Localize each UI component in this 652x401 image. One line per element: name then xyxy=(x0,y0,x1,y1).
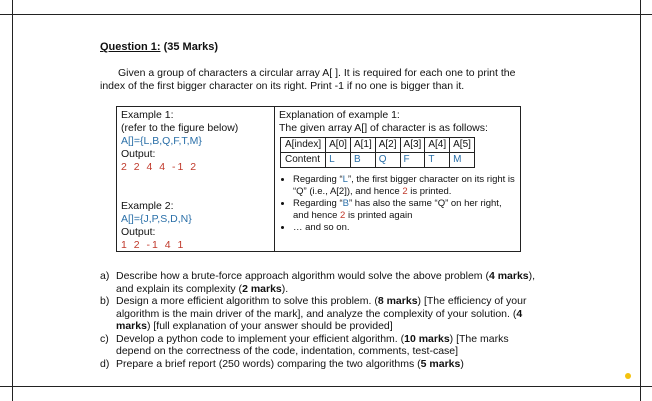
task-label: c) xyxy=(100,332,109,345)
bottom-rule xyxy=(0,386,652,387)
examples-column xyxy=(117,107,275,251)
bullet-text: and hence xyxy=(293,210,341,221)
content-cell: Q xyxy=(375,153,400,168)
index-cell: A[2] xyxy=(375,138,400,153)
task-marks: 10 marks xyxy=(404,332,450,345)
bullet-text: is printed again xyxy=(345,210,413,221)
intro-line-2: index of the first bigger character on its right. Print -1 if no one is bigger than it. xyxy=(100,80,465,92)
task-label: b) xyxy=(100,295,110,307)
example2-output: 1 2 -1 4 1 xyxy=(121,239,186,251)
task-text: Describe how a brute-force approach algorithm would solve the above problem ( xyxy=(116,270,489,282)
right-rule xyxy=(640,0,641,401)
question-intro xyxy=(100,67,550,93)
index-cell: A[0] xyxy=(326,138,351,153)
content-cell: L xyxy=(326,153,351,168)
bullet-item xyxy=(293,198,516,222)
bullet-char: B xyxy=(342,198,349,209)
bullet-text: “Q” (i.e., A[2]), and hence xyxy=(293,186,403,197)
array-index-row xyxy=(281,138,475,153)
task-item xyxy=(100,270,540,295)
index-cell: A[1] xyxy=(350,138,375,153)
bullet-text: Regarding “ xyxy=(293,174,343,185)
task-text: ) [full explanation of your answer should be provided] xyxy=(146,320,393,332)
index-cell: A[3] xyxy=(400,138,425,153)
task-text: Prepare a brief report (250 words) comparing the two algorithms ( xyxy=(116,357,421,370)
example1-output-label: Output: xyxy=(121,148,156,160)
left-rule xyxy=(12,0,13,401)
content-header: Content xyxy=(281,153,326,168)
example1-input: A[]={L,B,Q,F,T,M} xyxy=(121,135,202,147)
index-cell: A[5] xyxy=(450,138,475,153)
task-item xyxy=(100,333,540,358)
task-label: d) xyxy=(100,357,110,370)
example2-output-label: Output: xyxy=(121,226,156,238)
content-cell: M xyxy=(450,153,475,168)
example1-output: 2 2 4 4 -1 2 xyxy=(121,161,199,173)
content-cell: T xyxy=(425,153,450,168)
intro-line-1: Given a group of characters a circular array A[ ]. It is required for each one to print the xyxy=(118,67,516,79)
question-marks: (35 Marks) xyxy=(163,41,218,53)
explanation-bullets xyxy=(279,174,516,234)
content-cell: B xyxy=(350,153,375,168)
question-title xyxy=(100,41,218,53)
task-label: a) xyxy=(100,270,110,282)
task-text: ) xyxy=(460,357,464,370)
highlight-dot xyxy=(625,373,631,379)
example2-title: Example 2: xyxy=(121,200,174,212)
array-table xyxy=(280,137,475,168)
task-marks: 2 marks xyxy=(242,282,282,295)
task-text: ). xyxy=(281,282,289,295)
example-table xyxy=(116,106,521,252)
bullet-text: ” has also the same “Q” on her right, xyxy=(348,198,502,209)
task-item xyxy=(100,358,540,371)
example2-input: A[]={J,P,S,D,N} xyxy=(121,213,192,225)
task-text: ) [The marks depend on the correctness of the code, indentation, comments, test-case] xyxy=(116,332,509,357)
bullet-char: L xyxy=(342,174,348,185)
explanation-subtitle: The given array A[] of character is as follows: xyxy=(279,122,488,134)
index-header: A[index] xyxy=(281,138,326,153)
task-list xyxy=(100,270,540,370)
bullet-text: ”, the first bigger character on its right is xyxy=(347,174,515,185)
bullet-text: Regarding “ xyxy=(293,198,343,209)
index-cell: A[4] xyxy=(425,138,450,153)
array-content-row xyxy=(281,153,475,168)
bullet-number: 2 xyxy=(402,186,408,197)
question-label: Question 1: xyxy=(100,41,161,53)
task-marks: 8 marks xyxy=(377,295,418,307)
bullet-text: … and so on. xyxy=(293,222,350,233)
task-item xyxy=(100,295,540,333)
task-marks: 5 marks xyxy=(420,357,461,370)
bullet-text: is printed. xyxy=(407,186,452,197)
bullet-number: 2 xyxy=(340,210,346,221)
explanation-title: Explanation of example 1: xyxy=(279,109,400,121)
bullet-item xyxy=(293,222,516,234)
example1-title: Example 1: xyxy=(121,109,174,121)
task-text: ), and explain its complexity ( xyxy=(116,270,536,295)
task-marks: 4 marks xyxy=(488,270,529,282)
task-text: ) [The efficiency of your algorithm is the main driver of the mark], and analyze the complexity of your solution. ( xyxy=(116,295,527,320)
explanation-column xyxy=(275,107,520,251)
task-marks: 4 marks xyxy=(116,307,523,332)
content-cell: F xyxy=(400,153,425,168)
task-text: Develop a python code to implement your efficient algorithm. ( xyxy=(116,332,405,345)
example1-ref: (refer to the figure below) xyxy=(121,122,239,134)
bullet-item xyxy=(293,174,516,198)
task-text: Design a more efficient algorithm to solve this problem. ( xyxy=(116,295,378,307)
top-rule xyxy=(0,14,652,15)
